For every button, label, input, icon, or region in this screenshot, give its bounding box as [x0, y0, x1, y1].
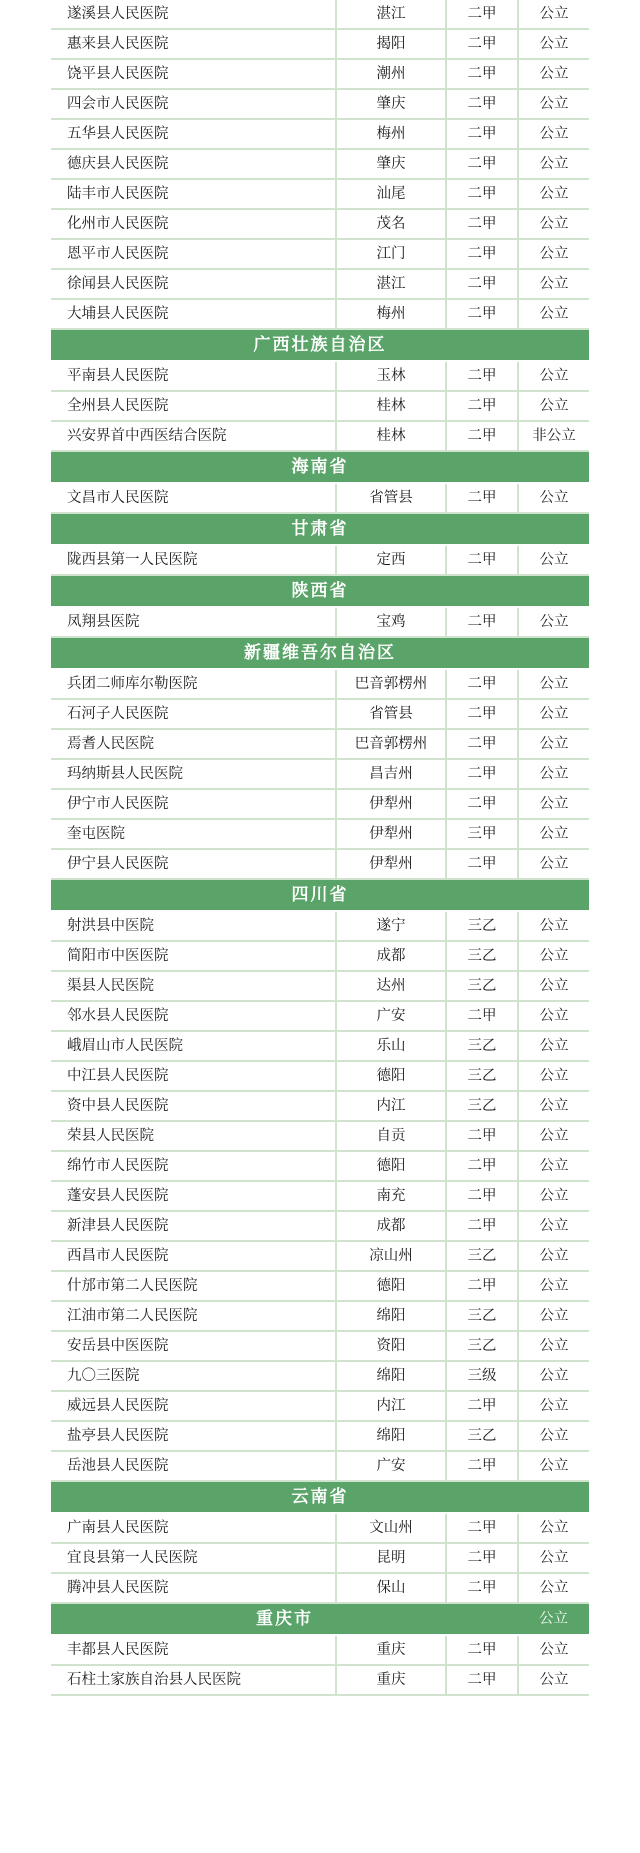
cell-city: 省管县 [336, 483, 446, 513]
cell-level: 二甲 [446, 421, 518, 451]
cell-city: 湛江 [336, 269, 446, 299]
cell-level: 二甲 [446, 59, 518, 89]
table-row [51, 849, 589, 879]
cell-type: 公立 [518, 545, 589, 575]
table-row [51, 1543, 589, 1573]
cell-type: 公立 [518, 1061, 589, 1091]
table-row [51, 1271, 589, 1301]
cell-hospital-name: 射洪县中医院 [51, 911, 336, 941]
cell-level: 三乙 [446, 941, 518, 971]
cell-city: 绵阳 [336, 1301, 446, 1331]
cell-hospital-name: 陇西县第一人民医院 [51, 545, 336, 575]
cell-type: 公立 [518, 849, 589, 879]
cell-hospital-name: 文昌市人民医院 [51, 483, 336, 513]
cell-level: 二甲 [446, 1391, 518, 1421]
table-row [51, 1361, 589, 1391]
cell-hospital-name: 化州市人民医院 [51, 209, 336, 239]
region-header-row [51, 575, 589, 607]
region-header-row [51, 329, 589, 361]
table-row [51, 1031, 589, 1061]
cell-type: 公立 [518, 361, 589, 391]
cell-city: 揭阳 [336, 29, 446, 59]
table-row [51, 699, 589, 729]
cell-city: 伊犁州 [336, 849, 446, 879]
cell-hospital-name: 宜良县第一人民医院 [51, 1543, 336, 1573]
cell-hospital-name: 腾冲县人民医院 [51, 1573, 336, 1603]
table-row [51, 1121, 589, 1151]
table-body [51, 0, 589, 1695]
cell-hospital-name: 丰都县人民医院 [51, 1635, 336, 1665]
table-row [51, 29, 589, 59]
table-row [51, 1061, 589, 1091]
cell-level: 二甲 [446, 299, 518, 329]
region-header-row [51, 1603, 589, 1635]
region-header-row [51, 637, 589, 669]
table-row [51, 1665, 589, 1695]
cell-level: 二甲 [446, 1151, 518, 1181]
cell-level: 二甲 [446, 29, 518, 59]
cell-type: 公立 [518, 1635, 589, 1665]
cell-type: 公立 [518, 1091, 589, 1121]
cell-type: 公立 [518, 149, 589, 179]
cell-type: 公立 [518, 1665, 589, 1695]
cell-city: 茂名 [336, 209, 446, 239]
table-row [51, 483, 589, 513]
cell-level: 二甲 [446, 1451, 518, 1481]
cell-level: 三乙 [446, 1061, 518, 1091]
cell-hospital-name: 邻水县人民医院 [51, 1001, 336, 1031]
cell-city: 昆明 [336, 1543, 446, 1573]
cell-type: 公立 [518, 1543, 589, 1573]
table-row [51, 1181, 589, 1211]
cell-level: 二甲 [446, 1121, 518, 1151]
cell-city: 广安 [336, 1451, 446, 1481]
cell-city: 南充 [336, 1181, 446, 1211]
cell-hospital-name: 渠县人民医院 [51, 971, 336, 1001]
table-row [51, 669, 589, 699]
table-row [51, 1421, 589, 1451]
cell-hospital-name: 兴安界首中西医结合医院 [51, 421, 336, 451]
cell-hospital-name: 焉耆人民医院 [51, 729, 336, 759]
cell-type: 公立 [518, 483, 589, 513]
cell-level: 二甲 [446, 1543, 518, 1573]
table-row [51, 149, 589, 179]
table-row [51, 391, 589, 421]
cell-city: 肇庆 [336, 149, 446, 179]
cell-level: 二甲 [446, 729, 518, 759]
cell-hospital-name: 五华县人民医院 [51, 119, 336, 149]
cell-type: 公立 [518, 239, 589, 269]
cell-type: 公立 [518, 1031, 589, 1061]
cell-city: 成都 [336, 1211, 446, 1241]
cell-type: 公立 [518, 819, 589, 849]
table-row [51, 759, 589, 789]
cell-hospital-name: 石柱土家族自治县人民医院 [51, 1665, 336, 1695]
cell-city: 梅州 [336, 119, 446, 149]
cell-hospital-name: 中江县人民医院 [51, 1061, 336, 1091]
cell-level: 三乙 [446, 911, 518, 941]
cell-type: 公立 [518, 1001, 589, 1031]
cell-city: 宝鸡 [336, 607, 446, 637]
cell-level: 二甲 [446, 149, 518, 179]
cell-level: 二甲 [446, 361, 518, 391]
table-row [51, 1001, 589, 1031]
table-row [51, 941, 589, 971]
cell-hospital-name: 伊宁市人民医院 [51, 789, 336, 819]
cell-city: 定西 [336, 545, 446, 575]
table-row [51, 89, 589, 119]
cell-city: 保山 [336, 1573, 446, 1603]
cell-type: 公立 [518, 391, 589, 421]
cell-type: 公立 [518, 89, 589, 119]
cell-type: 公立 [518, 1301, 589, 1331]
cell-city: 乐山 [336, 1031, 446, 1061]
cell-hospital-name: 峨眉山市人民医院 [51, 1031, 336, 1061]
cell-type: 公立 [518, 789, 589, 819]
cell-city: 自贡 [336, 1121, 446, 1151]
region-header-row [51, 879, 589, 911]
cell-type: 公立 [518, 1451, 589, 1481]
cell-city: 遂宁 [336, 911, 446, 941]
table-row [51, 971, 589, 1001]
cell-hospital-name: 绵竹市人民医院 [51, 1151, 336, 1181]
cell-hospital-name: 岳池县人民医院 [51, 1451, 336, 1481]
cell-level: 二甲 [446, 391, 518, 421]
cell-type: 公立 [518, 1421, 589, 1451]
cell-hospital-name: 石河子人民医院 [51, 699, 336, 729]
cell-type: 公立 [518, 1271, 589, 1301]
cell-city: 伊犁州 [336, 789, 446, 819]
cell-type: 公立 [518, 1151, 589, 1181]
cell-city: 桂林 [336, 421, 446, 451]
table-row [51, 1091, 589, 1121]
table-row [51, 421, 589, 451]
cell-level: 三级 [446, 1361, 518, 1391]
cell-type: 公立 [518, 911, 589, 941]
cell-level: 二甲 [446, 89, 518, 119]
table-row [51, 1151, 589, 1181]
cell-city: 成都 [336, 941, 446, 971]
cell-hospital-name: 惠来县人民医院 [51, 29, 336, 59]
cell-type: 公立 [518, 1241, 589, 1271]
cell-city: 潮州 [336, 59, 446, 89]
cell-type: 公立 [518, 1603, 589, 1635]
cell-level: 二甲 [446, 1181, 518, 1211]
cell-type: 公立 [518, 119, 589, 149]
cell-city: 德阳 [336, 1151, 446, 1181]
table-row [51, 789, 589, 819]
cell-hospital-name: 恩平市人民医院 [51, 239, 336, 269]
cell-hospital-name: 全州县人民医院 [51, 391, 336, 421]
cell-level: 二甲 [446, 209, 518, 239]
cell-type: 公立 [518, 699, 589, 729]
cell-type: 公立 [518, 1513, 589, 1543]
cell-hospital-name: 蓬安县人民医院 [51, 1181, 336, 1211]
cell-city: 玉林 [336, 361, 446, 391]
cell-level: 二甲 [446, 789, 518, 819]
cell-level: 三乙 [446, 1031, 518, 1061]
cell-hospital-name: 四会市人民医院 [51, 89, 336, 119]
table-row [51, 1451, 589, 1481]
cell-level: 二甲 [446, 759, 518, 789]
cell-level: 三甲 [446, 819, 518, 849]
cell-hospital-name: 资中县人民医院 [51, 1091, 336, 1121]
region-name: 陕西省 [51, 575, 589, 607]
cell-hospital-name: 江油市第二人民医院 [51, 1301, 336, 1331]
cell-city: 内江 [336, 1091, 446, 1121]
hospital-table [51, 0, 589, 1696]
cell-hospital-name: 伊宁县人民医院 [51, 849, 336, 879]
region-name: 云南省 [51, 1481, 589, 1513]
region-header-row [51, 513, 589, 545]
cell-level: 三乙 [446, 1301, 518, 1331]
cell-type: 非公立 [518, 421, 589, 451]
cell-hospital-name: 新津县人民医院 [51, 1211, 336, 1241]
cell-type: 公立 [518, 1121, 589, 1151]
cell-type: 公立 [518, 1181, 589, 1211]
cell-city: 内江 [336, 1391, 446, 1421]
cell-hospital-name: 玛纳斯县人民医院 [51, 759, 336, 789]
cell-level: 二甲 [446, 1573, 518, 1603]
cell-level: 二甲 [446, 699, 518, 729]
cell-hospital-name: 陆丰市人民医院 [51, 179, 336, 209]
table-row [51, 0, 589, 29]
cell-city: 汕尾 [336, 179, 446, 209]
cell-hospital-name: 遂溪县人民医院 [51, 0, 336, 29]
cell-type: 公立 [518, 179, 589, 209]
cell-type: 公立 [518, 269, 589, 299]
region-header-row [51, 451, 589, 483]
cell-hospital-name: 平南县人民医院 [51, 361, 336, 391]
table-row [51, 1513, 589, 1543]
cell-city: 文山州 [336, 1513, 446, 1543]
cell-type: 公立 [518, 1331, 589, 1361]
cell-city: 广安 [336, 1001, 446, 1031]
cell-city: 伊犁州 [336, 819, 446, 849]
cell-level: 二甲 [446, 1513, 518, 1543]
cell-type: 公立 [518, 941, 589, 971]
cell-level: 二甲 [446, 849, 518, 879]
cell-hospital-name: 饶平县人民医院 [51, 59, 336, 89]
cell-hospital-name: 威远县人民医院 [51, 1391, 336, 1421]
cell-city: 巴音郭楞州 [336, 669, 446, 699]
cell-city: 凉山州 [336, 1241, 446, 1271]
cell-hospital-name: 简阳市中医医院 [51, 941, 336, 971]
cell-city: 德阳 [336, 1061, 446, 1091]
region-name: 新疆维吾尔自治区 [51, 637, 589, 669]
cell-hospital-name: 奎屯医院 [51, 819, 336, 849]
cell-city: 重庆 [336, 1635, 446, 1665]
region-name: 重庆市 [51, 1603, 518, 1635]
cell-type: 公立 [518, 0, 589, 29]
cell-city: 重庆 [336, 1665, 446, 1695]
cell-type: 公立 [518, 1211, 589, 1241]
cell-hospital-name: 徐闻县人民医院 [51, 269, 336, 299]
cell-type: 公立 [518, 729, 589, 759]
cell-level: 二甲 [446, 119, 518, 149]
region-name: 甘肃省 [51, 513, 589, 545]
cell-hospital-name: 大埔县人民医院 [51, 299, 336, 329]
cell-type: 公立 [518, 1361, 589, 1391]
cell-level: 二甲 [446, 1271, 518, 1301]
cell-hospital-name: 德庆县人民医院 [51, 149, 336, 179]
cell-type: 公立 [518, 759, 589, 789]
table-row [51, 729, 589, 759]
cell-hospital-name: 荣县人民医院 [51, 1121, 336, 1151]
table-row [51, 361, 589, 391]
cell-type: 公立 [518, 29, 589, 59]
cell-city: 昌吉州 [336, 759, 446, 789]
cell-type: 公立 [518, 1573, 589, 1603]
cell-level: 二甲 [446, 1635, 518, 1665]
cell-level: 二甲 [446, 179, 518, 209]
cell-type: 公立 [518, 607, 589, 637]
cell-type: 公立 [518, 299, 589, 329]
cell-level: 二甲 [446, 1665, 518, 1695]
cell-level: 二甲 [446, 1001, 518, 1031]
cell-city: 达州 [336, 971, 446, 1001]
cell-hospital-name: 兵团二师库尔勒医院 [51, 669, 336, 699]
table-row [51, 119, 589, 149]
table-row [51, 1573, 589, 1603]
table-row [51, 1211, 589, 1241]
cell-hospital-name: 盐亭县人民医院 [51, 1421, 336, 1451]
table-row [51, 269, 589, 299]
cell-city: 绵阳 [336, 1361, 446, 1391]
table-row [51, 239, 589, 269]
table-row [51, 1635, 589, 1665]
cell-city: 江门 [336, 239, 446, 269]
region-name: 四川省 [51, 879, 589, 911]
table-row [51, 1391, 589, 1421]
cell-level: 二甲 [446, 545, 518, 575]
cell-city: 湛江 [336, 0, 446, 29]
cell-city: 资阳 [336, 1331, 446, 1361]
cell-type: 公立 [518, 669, 589, 699]
cell-city: 桂林 [336, 391, 446, 421]
cell-hospital-name: 什邡市第二人民医院 [51, 1271, 336, 1301]
cell-type: 公立 [518, 1391, 589, 1421]
cell-level: 二甲 [446, 269, 518, 299]
cell-hospital-name: 安岳县中医医院 [51, 1331, 336, 1361]
table-row [51, 1241, 589, 1271]
cell-level: 三乙 [446, 1331, 518, 1361]
table-row [51, 1331, 589, 1361]
cell-level: 二甲 [446, 1211, 518, 1241]
cell-hospital-name: 九〇三医院 [51, 1361, 336, 1391]
cell-city: 梅州 [336, 299, 446, 329]
cell-level: 二甲 [446, 483, 518, 513]
cell-city: 巴音郭楞州 [336, 729, 446, 759]
region-header-row [51, 1481, 589, 1513]
table-row [51, 911, 589, 941]
cell-type: 公立 [518, 209, 589, 239]
cell-level: 三乙 [446, 1421, 518, 1451]
cell-type: 公立 [518, 59, 589, 89]
cell-level: 二甲 [446, 0, 518, 29]
cell-level: 二甲 [446, 239, 518, 269]
cell-city: 省管县 [336, 699, 446, 729]
cell-hospital-name: 西昌市人民医院 [51, 1241, 336, 1271]
cell-level: 三乙 [446, 1241, 518, 1271]
table-row [51, 59, 589, 89]
region-name: 广西壮族自治区 [51, 329, 589, 361]
table-row [51, 1301, 589, 1331]
cell-level: 二甲 [446, 607, 518, 637]
table-row [51, 299, 589, 329]
cell-hospital-name: 广南县人民医院 [51, 1513, 336, 1543]
cell-city: 德阳 [336, 1271, 446, 1301]
cell-type: 公立 [518, 971, 589, 1001]
cell-level: 三乙 [446, 971, 518, 1001]
cell-city: 肇庆 [336, 89, 446, 119]
table-row [51, 545, 589, 575]
cell-level: 三乙 [446, 1091, 518, 1121]
table-row [51, 607, 589, 637]
cell-level: 二甲 [446, 669, 518, 699]
cell-city: 绵阳 [336, 1421, 446, 1451]
region-name: 海南省 [51, 451, 589, 483]
table-row [51, 819, 589, 849]
cell-hospital-name: 凤翔县医院 [51, 607, 336, 637]
table-row [51, 179, 589, 209]
table-row [51, 209, 589, 239]
